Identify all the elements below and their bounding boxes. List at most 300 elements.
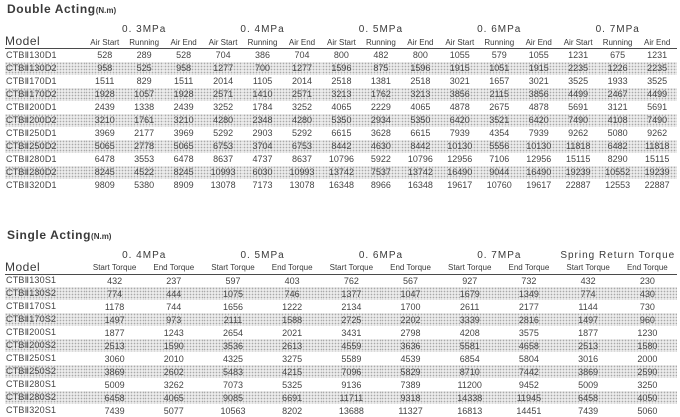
table-row (5, 326, 677, 339)
value-cell: 15115 (637, 153, 677, 166)
value-cell: 704 (203, 49, 242, 62)
value-cell: 9452 (499, 378, 558, 391)
sub-column-header: Air Start (322, 36, 361, 49)
value-cell: 1231 (637, 49, 677, 62)
value-cell: 3636 (381, 339, 440, 352)
sub-column-header: Start Torque (559, 262, 618, 275)
value-cell: 3060 (85, 352, 144, 365)
sub-column-header: Air End (519, 36, 558, 49)
value-cell: 1877 (559, 326, 618, 339)
value-cell: 8909 (164, 179, 203, 192)
model-cell: CTBⅡ200D2 (5, 114, 85, 127)
value-cell: 1349 (499, 287, 558, 300)
table-row (5, 339, 677, 352)
sub-column-header: Start Torque (85, 262, 144, 275)
value-cell: 8637 (282, 153, 321, 166)
value-cell: 430 (618, 287, 677, 300)
value-cell: 744 (144, 300, 203, 313)
value-cell: 1497 (559, 313, 618, 326)
value-cell: 5829 (381, 365, 440, 378)
value-cell: 5350 (401, 114, 440, 127)
model-cell: CTBⅡ130D2 (5, 62, 85, 75)
value-cell: 2177 (124, 127, 163, 140)
value-cell: 5380 (124, 179, 163, 192)
pressure-group-header: 0. 5MPa (203, 249, 321, 262)
value-cell: 2611 (440, 300, 499, 313)
value-cell: 3021 (440, 75, 479, 88)
value-cell: 6753 (203, 140, 242, 153)
value-cell: 3521 (480, 114, 519, 127)
value-cell: 2439 (164, 101, 203, 114)
value-cell: 2235 (637, 62, 677, 75)
value-cell: 1928 (164, 88, 203, 101)
value-cell: 2513 (85, 339, 144, 352)
value-cell: 2348 (243, 114, 282, 127)
value-cell: 12553 (598, 179, 637, 192)
value-cell: 2513 (559, 339, 618, 352)
value-cell: 3856 (440, 88, 479, 101)
value-cell: 1055 (440, 49, 479, 62)
value-cell: 1679 (440, 287, 499, 300)
single-acting-table (5, 249, 677, 417)
value-cell: 4325 (203, 352, 262, 365)
value-cell: 11945 (499, 391, 558, 404)
table-header (5, 23, 677, 49)
model-cell: CTBⅡ130S2 (5, 287, 85, 300)
value-cell: 10130 (519, 140, 558, 153)
pressure-group-header: 0. 7MPa (440, 249, 558, 262)
double-acting-section (5, 2, 677, 192)
table-row (5, 287, 677, 300)
value-cell: 4539 (381, 352, 440, 365)
value-cell: 1511 (85, 75, 124, 88)
value-cell: 12956 (440, 153, 479, 166)
value-cell: 11818 (637, 140, 677, 153)
value-cell: 9809 (85, 179, 124, 192)
value-cell: 2725 (322, 313, 381, 326)
table-row (5, 49, 677, 62)
value-cell: 1915 (440, 62, 479, 75)
value-cell: 19617 (440, 179, 479, 192)
model-cell: CTBⅡ250D1 (5, 127, 85, 140)
sub-column-header: End Torque (618, 262, 677, 275)
value-cell: 1590 (144, 339, 203, 352)
table-body (5, 49, 677, 192)
value-cell: 1700 (381, 300, 440, 313)
value-cell: 13742 (401, 166, 440, 179)
value-cell: 732 (499, 274, 558, 287)
value-cell: 6030 (243, 166, 282, 179)
sub-column-header: Running (243, 36, 282, 49)
value-cell: 2571 (203, 88, 242, 101)
value-cell: 482 (361, 49, 400, 62)
value-cell: 403 (263, 274, 322, 287)
value-cell: 7173 (243, 179, 282, 192)
value-cell: 3536 (203, 339, 262, 352)
sub-column-header: Air End (401, 36, 440, 49)
value-cell: 14338 (440, 391, 499, 404)
value-cell: 4280 (203, 114, 242, 127)
value-cell: 1231 (558, 49, 597, 62)
pressure-group-header: 0. 3MPa (85, 23, 203, 36)
value-cell: 3252 (203, 101, 242, 114)
value-cell: 3016 (559, 352, 618, 365)
value-cell: 1075 (203, 287, 262, 300)
value-cell: 528 (85, 49, 124, 62)
model-cell: CTBⅡ250S2 (5, 365, 85, 378)
value-cell: 289 (124, 49, 163, 62)
value-cell: 7490 (637, 114, 677, 127)
pressure-group-header: 0. 5MPa (322, 23, 440, 36)
value-cell: 2798 (381, 326, 440, 339)
value-cell: 2115 (480, 88, 519, 101)
value-cell: 1657 (480, 75, 519, 88)
value-cell: 3525 (558, 75, 597, 88)
value-cell: 6420 (440, 114, 479, 127)
value-cell: 10130 (440, 140, 479, 153)
value-cell: 1877 (85, 326, 144, 339)
value-cell: 1784 (243, 101, 282, 114)
value-cell: 1051 (480, 62, 519, 75)
value-cell: 16490 (440, 166, 479, 179)
value-cell: 6753 (282, 140, 321, 153)
value-cell: 567 (381, 274, 440, 287)
value-cell: 3252 (282, 101, 321, 114)
table-row (5, 114, 677, 127)
value-cell: 5065 (85, 140, 124, 153)
table-row (5, 365, 677, 378)
value-cell: 927 (440, 274, 499, 287)
value-cell: 2613 (263, 339, 322, 352)
value-cell: 237 (144, 274, 203, 287)
value-cell: 1928 (85, 88, 124, 101)
table-row (5, 101, 677, 114)
value-cell: 9085 (203, 391, 262, 404)
value-cell: 19239 (637, 166, 677, 179)
value-cell: 3431 (322, 326, 381, 339)
value-cell: 3575 (499, 326, 558, 339)
sub-header-row (5, 36, 677, 49)
value-cell: 4065 (401, 101, 440, 114)
value-cell: 3213 (401, 88, 440, 101)
pressure-group-header: Spring Return Torque (559, 249, 678, 262)
value-cell: 11818 (558, 140, 597, 153)
double-acting-title-text: Double Acting (7, 2, 96, 16)
sub-column-header: Running (361, 36, 400, 49)
value-cell: 9136 (322, 378, 381, 391)
value-cell: 4050 (618, 391, 677, 404)
value-cell: 13078 (203, 179, 242, 192)
model-cell: CTBⅡ320S1 (5, 404, 85, 417)
value-cell: 1933 (598, 75, 637, 88)
value-cell: 2654 (203, 326, 262, 339)
value-cell: 774 (559, 287, 618, 300)
sub-column-header: Start Torque (203, 262, 262, 275)
value-cell: 1377 (322, 287, 381, 300)
value-cell: 7939 (440, 127, 479, 140)
sub-column-header: Running (480, 36, 519, 49)
value-cell: 6482 (598, 140, 637, 153)
value-cell: 1580 (618, 339, 677, 352)
value-cell: 2602 (144, 365, 203, 378)
value-cell: 7537 (361, 166, 400, 179)
value-cell: 4878 (440, 101, 479, 114)
value-cell: 5556 (480, 140, 519, 153)
value-cell: 4065 (144, 391, 203, 404)
value-cell: 4630 (361, 140, 400, 153)
model-cell: CTBⅡ130S1 (5, 274, 85, 287)
single-acting-unit: (N.m) (91, 232, 111, 241)
value-cell: 5350 (322, 114, 361, 127)
value-cell: 8637 (203, 153, 242, 166)
value-cell: 704 (282, 49, 321, 62)
value-cell: 579 (480, 49, 519, 62)
value-cell: 958 (164, 62, 203, 75)
model-cell: CTBⅡ130D1 (5, 49, 85, 62)
value-cell: 5009 (85, 378, 144, 391)
model-cell: CTBⅡ170D2 (5, 88, 85, 101)
value-cell: 386 (243, 49, 282, 62)
value-cell: 1105 (243, 75, 282, 88)
table-row (5, 62, 677, 75)
value-cell: 700 (243, 62, 282, 75)
value-cell: 3210 (85, 114, 124, 127)
model-cell: CTBⅡ200D1 (5, 101, 85, 114)
value-cell: 4737 (243, 153, 282, 166)
value-cell: 4878 (519, 101, 558, 114)
table-row (5, 274, 677, 287)
sub-column-header: Start Torque (322, 262, 381, 275)
value-cell: 8442 (322, 140, 361, 153)
model-cell: CTBⅡ170S1 (5, 300, 85, 313)
value-cell: 3262 (144, 378, 203, 391)
pressure-group-header: 0. 7MPa (558, 23, 677, 36)
value-cell: 1915 (519, 62, 558, 75)
value-cell: 746 (263, 287, 322, 300)
model-cell: CTBⅡ200S1 (5, 326, 85, 339)
double-acting-unit: (N.m) (96, 6, 116, 15)
value-cell: 2134 (322, 300, 381, 313)
value-cell: 2235 (558, 62, 597, 75)
value-cell: 8966 (361, 179, 400, 192)
model-column-header: Model (5, 249, 85, 275)
sub-column-header: Running (124, 36, 163, 49)
value-cell: 6854 (440, 352, 499, 365)
value-cell: 8442 (401, 140, 440, 153)
value-cell: 5060 (618, 404, 677, 417)
model-column-header: Model (5, 23, 85, 49)
value-cell: 444 (144, 287, 203, 300)
value-cell: 2467 (598, 88, 637, 101)
value-cell: 5325 (263, 378, 322, 391)
single-acting-title (7, 228, 677, 242)
value-cell: 800 (322, 49, 361, 62)
table-row (5, 352, 677, 365)
value-cell: 9318 (381, 391, 440, 404)
value-cell: 3275 (263, 352, 322, 365)
value-cell: 2571 (282, 88, 321, 101)
pressure-group-header: 0. 4MPa (203, 23, 321, 36)
value-cell: 8245 (164, 166, 203, 179)
value-cell: 2111 (203, 313, 262, 326)
value-cell: 16490 (519, 166, 558, 179)
value-cell: 5691 (637, 101, 677, 114)
table-row (5, 166, 677, 179)
model-cell: CTBⅡ280S2 (5, 391, 85, 404)
value-cell: 875 (361, 62, 400, 75)
value-cell: 730 (618, 300, 677, 313)
value-cell: 2439 (85, 101, 124, 114)
table-row (5, 179, 677, 192)
value-cell: 2000 (618, 352, 677, 365)
value-cell: 2518 (322, 75, 361, 88)
value-cell: 5922 (361, 153, 400, 166)
value-cell: 3969 (85, 127, 124, 140)
value-cell: 3869 (559, 365, 618, 378)
value-cell: 4499 (558, 88, 597, 101)
sub-column-header: Air End (282, 36, 321, 49)
value-cell: 3553 (124, 153, 163, 166)
value-cell: 5483 (203, 365, 262, 378)
value-cell: 230 (618, 274, 677, 287)
value-cell: 3339 (440, 313, 499, 326)
value-cell: 4065 (322, 101, 361, 114)
value-cell: 3250 (618, 378, 677, 391)
value-cell: 1243 (144, 326, 203, 339)
value-cell: 5589 (322, 352, 381, 365)
value-cell: 16348 (322, 179, 361, 192)
value-cell: 8245 (85, 166, 124, 179)
model-cell: CTBⅡ200S2 (5, 339, 85, 352)
value-cell: 958 (85, 62, 124, 75)
value-cell: 9044 (480, 166, 519, 179)
value-cell: 11327 (381, 404, 440, 417)
value-cell: 6615 (322, 127, 361, 140)
value-cell: 4280 (282, 114, 321, 127)
sub-column-header: End Torque (499, 262, 558, 275)
value-cell: 1761 (124, 114, 163, 127)
table-body (5, 274, 677, 417)
value-cell: 8290 (598, 153, 637, 166)
value-cell: 4559 (322, 339, 381, 352)
value-cell: 1055 (519, 49, 558, 62)
value-cell: 3525 (637, 75, 677, 88)
value-cell: 4658 (499, 339, 558, 352)
pressure-group-header: 0. 6MPa (440, 23, 558, 36)
model-cell: CTBⅡ170S2 (5, 313, 85, 326)
model-cell: CTBⅡ250D2 (5, 140, 85, 153)
value-cell: 19617 (519, 179, 558, 192)
value-cell: 2590 (618, 365, 677, 378)
value-cell: 5804 (499, 352, 558, 365)
table-row (5, 313, 677, 326)
value-cell: 1381 (361, 75, 400, 88)
value-cell: 14451 (499, 404, 558, 417)
value-cell: 2177 (499, 300, 558, 313)
model-cell: CTBⅡ170D1 (5, 75, 85, 88)
value-cell: 5065 (164, 140, 203, 153)
sub-column-header: Air Start (203, 36, 242, 49)
value-cell: 7490 (558, 114, 597, 127)
value-cell: 7939 (519, 127, 558, 140)
single-acting-section (5, 228, 677, 417)
table-row (5, 300, 677, 313)
table-row (5, 391, 677, 404)
table-row (5, 404, 677, 417)
value-cell: 5009 (559, 378, 618, 391)
value-cell: 11200 (440, 378, 499, 391)
pressure-group-header: 0. 4MPa (85, 249, 203, 262)
value-cell: 1588 (263, 313, 322, 326)
value-cell: 5080 (598, 127, 637, 140)
table-row (5, 88, 677, 101)
value-cell: 4354 (480, 127, 519, 140)
sub-column-header: Start Torque (440, 262, 499, 275)
sub-column-header: End Torque (381, 262, 440, 275)
sub-header-row (5, 262, 677, 275)
value-cell: 432 (85, 274, 144, 287)
value-cell: 1178 (85, 300, 144, 313)
value-cell: 525 (124, 62, 163, 75)
value-cell: 9262 (637, 127, 677, 140)
value-cell: 829 (124, 75, 163, 88)
value-cell: 7389 (381, 378, 440, 391)
value-cell: 2816 (499, 313, 558, 326)
value-cell: 1222 (263, 300, 322, 313)
sub-column-header: Running (598, 36, 637, 49)
model-cell: CTBⅡ250S1 (5, 352, 85, 365)
value-cell: 13742 (322, 166, 361, 179)
value-cell: 6691 (263, 391, 322, 404)
table-row (5, 75, 677, 88)
sub-column-header: End Torque (263, 262, 322, 275)
value-cell: 10760 (480, 179, 519, 192)
value-cell: 8202 (263, 404, 322, 417)
value-cell: 528 (164, 49, 203, 62)
value-cell: 597 (203, 274, 262, 287)
sub-column-header: Air End (164, 36, 203, 49)
value-cell: 1277 (203, 62, 242, 75)
value-cell: 2010 (144, 352, 203, 365)
value-cell: 3021 (519, 75, 558, 88)
value-cell: 7073 (203, 378, 262, 391)
value-cell: 22887 (637, 179, 677, 192)
value-cell: 3704 (243, 140, 282, 153)
value-cell: 6458 (559, 391, 618, 404)
group-header-row (5, 249, 677, 262)
sub-column-header: Air End (637, 36, 677, 49)
value-cell: 1596 (322, 62, 361, 75)
value-cell: 432 (559, 274, 618, 287)
value-cell: 675 (598, 49, 637, 62)
value-cell: 7439 (85, 404, 144, 417)
value-cell: 9262 (558, 127, 597, 140)
value-cell: 762 (322, 274, 381, 287)
value-cell: 774 (85, 287, 144, 300)
value-cell: 19239 (558, 166, 597, 179)
pressure-group-header: 0. 6MPa (322, 249, 440, 262)
double-acting-title (7, 2, 677, 16)
value-cell: 3856 (519, 88, 558, 101)
sub-column-header: Air Start (85, 36, 124, 49)
value-cell: 4108 (598, 114, 637, 127)
value-cell: 11711 (322, 391, 381, 404)
value-cell: 10993 (203, 166, 242, 179)
table-header (5, 249, 677, 275)
value-cell: 3969 (164, 127, 203, 140)
value-cell: 2021 (263, 326, 322, 339)
model-cell: CTBⅡ320D1 (5, 179, 85, 192)
